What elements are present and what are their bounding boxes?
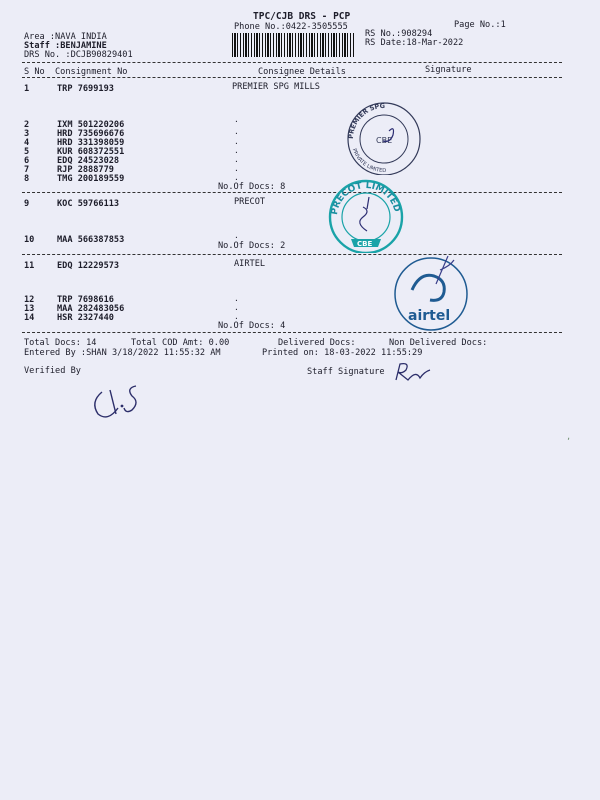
row-sno: 14	[24, 313, 35, 323]
row-sno: 10	[24, 235, 35, 245]
bullet-dot: ·	[234, 233, 239, 242]
total-docs: Total Docs: 14	[24, 338, 97, 348]
docs-count: No.Of Docs: 2	[218, 241, 286, 251]
divider	[22, 77, 562, 78]
row-consignment: MAA 282483056	[57, 304, 125, 314]
staff-label: Staff :BENJAMINE	[24, 41, 107, 51]
bullet-dot: ·	[234, 166, 239, 175]
bullet-dot: ·	[234, 129, 239, 138]
precot-stamp-bottom: CBE	[357, 240, 373, 248]
divider	[22, 192, 562, 193]
bullet-dot: ·	[234, 314, 239, 323]
row-consignment: TRP 7698616	[57, 295, 114, 305]
divider	[22, 254, 562, 255]
airtel-stamp-text: airtel	[408, 308, 451, 324]
drs-number: DRS No. :DCJB90829401	[24, 50, 133, 60]
barcode	[232, 33, 354, 57]
row-consignment: EDQ 12229573	[57, 261, 120, 271]
bullet-dot: ·	[234, 296, 239, 305]
row-sno: 13	[24, 304, 35, 314]
docs-count: No.Of Docs: 4	[218, 321, 286, 331]
bullet-dot: ·	[234, 175, 239, 184]
total-cod-amount: Total COD Amt: 0.00	[131, 338, 230, 348]
row-consignment: TMG 200189559	[57, 174, 125, 184]
row-sno: 1	[24, 84, 30, 94]
consignee-name: PRECOT	[234, 197, 266, 207]
row-sno: 3	[24, 129, 30, 139]
precot-stamp	[323, 177, 409, 253]
area-label: Area :NAVA INDIA	[24, 32, 107, 42]
precot-sign-stroke	[360, 197, 369, 231]
row-sno: 4	[24, 138, 30, 148]
row-sno: 12	[24, 295, 35, 305]
premier-stamp-bottom: PRIVATE LIMITED	[350, 147, 387, 175]
row-consignment: KOC 59766113	[57, 199, 120, 209]
col-consignee: Consignee Details	[258, 67, 346, 77]
row-consignment: TRP 7699193	[57, 84, 114, 94]
premier-stamp-top: PREMIER SPG	[346, 101, 386, 140]
staff-signature-label: Staff Signature	[307, 367, 385, 377]
row-sno: 8	[24, 174, 30, 184]
phone-number: Phone No.:0422-3505555	[234, 22, 348, 32]
rs-number: RS No.:908294	[365, 29, 433, 39]
document-title: TPC/CJB DRS - PCP	[253, 11, 351, 22]
row-consignment: MAA 566387853	[57, 235, 125, 245]
printed-on: Printed on: 18-03-2022 11:55:29	[262, 348, 423, 358]
row-sno: 9	[24, 199, 30, 209]
row-sno: 11	[24, 261, 35, 271]
divider	[22, 332, 562, 333]
bullet-dot: ·	[234, 148, 239, 157]
row-sno: 6	[24, 156, 30, 166]
row-consignment: HSR 2327440	[57, 313, 114, 323]
docs-count: No.Of Docs: 8	[218, 182, 286, 192]
bullet-dot: ·	[234, 117, 239, 126]
premier-stamp	[341, 99, 427, 175]
col-consignment: Consignment No	[55, 67, 128, 77]
divider	[22, 62, 562, 63]
row-consignment: IXM 501220206	[57, 120, 125, 130]
bullet-dot: ·	[234, 157, 239, 166]
scan-speck: ʼ	[566, 437, 571, 446]
rs-date: RS Date:18-Mar-2022	[365, 38, 464, 48]
staff-signature-scribble	[392, 360, 436, 384]
row-consignment: HRD 331398059	[57, 138, 125, 148]
bullet-dot: ·	[234, 139, 239, 148]
verified-handwriting	[88, 376, 152, 428]
row-sno: 7	[24, 165, 30, 175]
entered-by: Entered By :SHAN 3/18/2022 11:55:32 AM	[24, 348, 221, 358]
row-sno: 2	[24, 120, 30, 130]
row-consignment: KUR 608372551	[57, 147, 125, 157]
row-consignment: RJP 2888779	[57, 165, 114, 175]
page-number: Page No.:1	[454, 20, 506, 30]
airtel-stamp	[388, 250, 474, 334]
consignee-name: AIRTEL	[234, 259, 266, 269]
non-delivered-docs: Non Delivered Docs:	[389, 338, 488, 348]
premier-stamp-inner: CBE	[376, 136, 393, 145]
row-sno: 5	[24, 147, 30, 157]
col-sno: S No	[24, 67, 45, 77]
row-consignment: HRD 735696676	[57, 129, 125, 139]
col-signature: Signature	[425, 65, 472, 75]
verified-by-label: Verified By	[24, 366, 81, 376]
bullet-dot: ·	[234, 305, 239, 314]
airtel-logo-swirl	[412, 275, 444, 300]
precot-stamp-top: PRECOT LIMITED	[329, 180, 402, 216]
row-consignment: EDQ 24523028	[57, 156, 120, 166]
consignee-name: PREMIER SPG MILLS	[232, 82, 320, 92]
delivered-docs: Delivered Docs:	[278, 338, 356, 348]
